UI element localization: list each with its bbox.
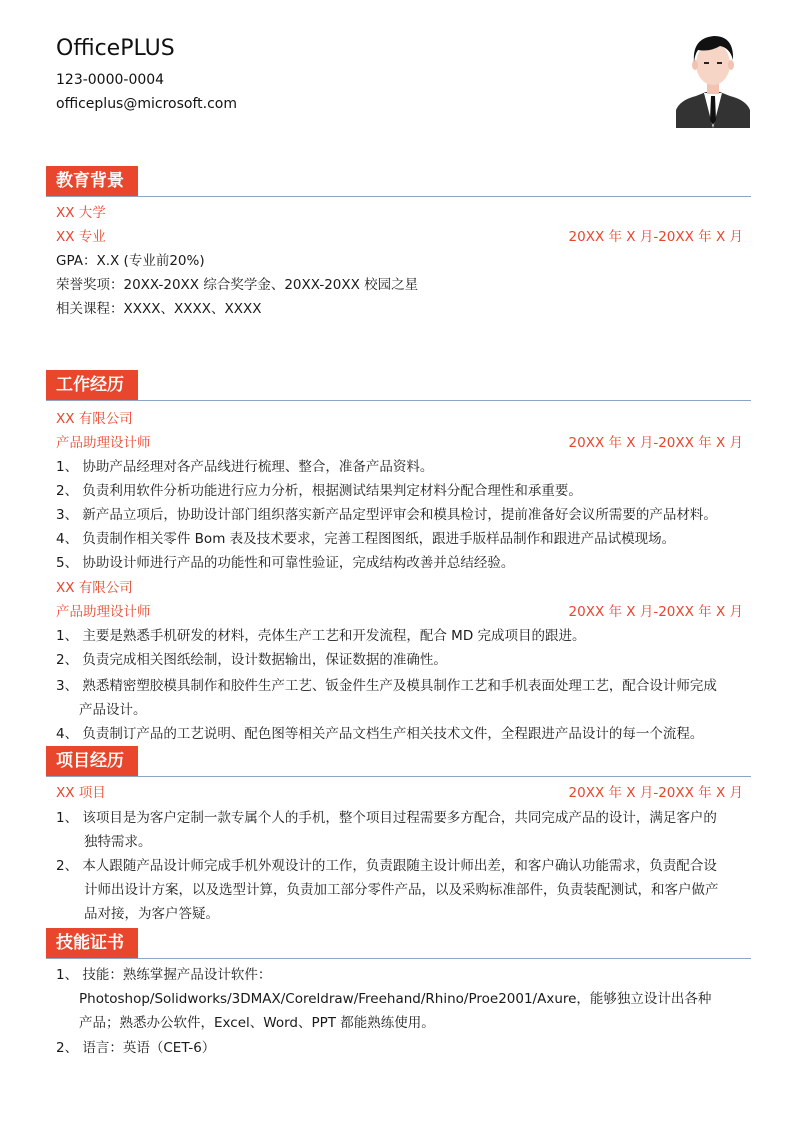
job-duty-continued: 产品设计。 <box>79 702 147 718</box>
job-duty: 4、 负责制作相关零件 Bom 表及技术要求，完善工程图图纸，跟进手版样品制作和跟进产品试模现场。 <box>56 531 676 547</box>
skill-line: 2、 语言：英语（CET-6） <box>56 1040 216 1056</box>
education-heading: 教育背景 <box>46 166 138 197</box>
work-heading: 工作经历 <box>46 370 138 401</box>
project-detail-continued: 计师出设计方案，以及选型计算，负责加工部分零件产品，以及采购标准部件，负责装配测试，和客户做产 <box>84 882 719 898</box>
project-section <box>46 746 751 777</box>
email-address: officeplus@microsoft.com <box>56 96 237 112</box>
project-detail-continued: 独特需求。 <box>84 834 152 850</box>
job-duty: 1、 协助产品经理对各产品线进行梳理、整合，准备产品资料。 <box>56 459 434 475</box>
phone-number: 123-0000-0004 <box>56 72 165 88</box>
job-date: 20XX 年 X 月-20XX 年 X 月 <box>568 435 743 451</box>
project-detail: 2、 本人跟随产品设计师完成手机外观设计的工作，负责跟随主设计师出差，和客户确认功能需求，负责配合设 <box>56 858 717 874</box>
job-duty: 3、 熟悉精密塑胶模具制作和胶件生产工艺、钣金件生产及模具制作工艺和手机表面处理工艺，配合设计师完成 <box>56 678 717 694</box>
school-name: XX 大学 <box>56 205 106 221</box>
work-section <box>46 370 751 401</box>
job-date: 20XX 年 X 月-20XX 年 X 月 <box>568 604 743 620</box>
section-divider <box>46 958 751 959</box>
skill-line: 1、 技能：熟练掌握产品设计软件： <box>56 967 272 983</box>
job-duty: 3、 新产品立项后，协助设计部门组织落实新产品定型评审会和模具检讨，提前准备好会议所需要的产品材料。 <box>56 507 717 523</box>
job-duty: 1、 主要是熟悉手机研发的材料，壳体生产工艺和开发流程，配合 MD 完成项目的跟进。 <box>56 628 586 644</box>
project-heading: 项目经历 <box>46 746 138 777</box>
skills-section <box>46 928 751 959</box>
skill-line-continued: Photoshop/Solidworks/3DMAX/Coreldraw/Freehand/Rhino/Proe2001/Axure，能够独立设计出各种 <box>79 991 712 1007</box>
job-duty: 2、 负责完成相关图纸绘制，设计数据输出，保证数据的准确性。 <box>56 652 447 668</box>
candidate-name: OfficePLUS <box>56 36 175 61</box>
project-detail-continued: 品对接，为客户答疑。 <box>84 906 219 922</box>
job-duty: 2、 负责利用软件分析功能进行应力分析，根据测试结果判定材料分配合理性和承重要。 <box>56 483 582 499</box>
section-divider <box>46 776 751 777</box>
major-name: XX 专业 <box>56 229 106 245</box>
section-divider <box>46 400 751 401</box>
skills-heading: 技能证书 <box>46 928 138 959</box>
job-duty: 4、 负责制订产品的工艺说明、配色图等相关产品文档生产相关技术文件，全程跟进产品设计的每一个流程。 <box>56 726 704 742</box>
project-name: XX 项目 <box>56 785 106 801</box>
section-divider <box>46 196 751 197</box>
courses-line: 相关课程：XXXX、XXXX、XXXX <box>56 301 262 317</box>
education-section <box>46 166 751 197</box>
project-date: 20XX 年 X 月-20XX 年 X 月 <box>568 785 743 801</box>
project-detail: 1、 该项目是为客户定制一款专属个人的手机，整个项目过程需要多方配合，共同完成产品的设计，满足客户的 <box>56 810 717 826</box>
gpa-line: GPA：X.X (专业前20%) <box>56 253 205 269</box>
job-duty: 5、 协助设计师进行产品的功能性和可靠性验证，完成结构改善并总结经验。 <box>56 555 515 571</box>
company-name: XX 有限公司 <box>56 580 133 596</box>
avatar-photo <box>676 30 750 128</box>
job-role: 产品助理设计师 <box>56 435 151 451</box>
education-date: 20XX 年 X 月-20XX 年 X 月 <box>568 229 743 245</box>
company-name: XX 有限公司 <box>56 411 133 427</box>
skill-line-continued: 产品；熟悉办公软件，Excel、Word、PPT 都能熟练使用。 <box>79 1015 435 1031</box>
honors-line: 荣誉奖项：20XX-20XX 综合奖学金、20XX-20XX 校园之星 <box>56 277 419 293</box>
job-role: 产品助理设计师 <box>56 604 151 620</box>
